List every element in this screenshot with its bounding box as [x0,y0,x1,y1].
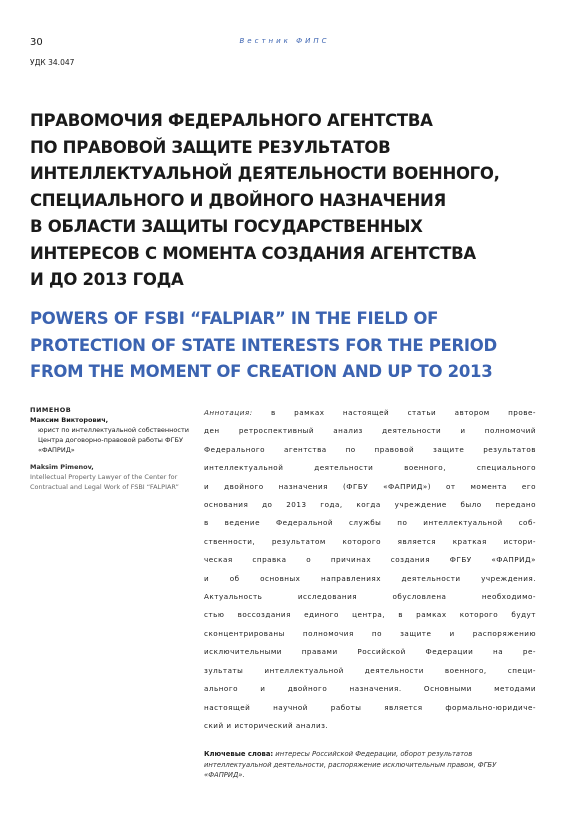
udk-code: УДК 34.047 [30,58,75,67]
keywords-label: Ключевые слова: [204,750,274,758]
title-en-line: PROTECTION OF STATE INTERESTS FOR THE PERIOD [30,335,497,355]
abstract-line: зультаты интеллектуальной деятельности военного, специ- [204,665,536,675]
abstract-line: интеллектуальной деятельности военного, специального [204,463,536,473]
article-title-english [30,306,550,386]
article-title-russian [30,108,550,294]
title-ru-line: ИНТЕРЕСОВ С МОМЕНТА СОЗДАНИЯ АГЕНТСТВА [30,243,476,263]
author-name: Максим Викторович, [30,416,109,424]
abstract-line: Федерального агентства по правовой защите результатов [204,444,536,454]
title-ru-line: СПЕЦИАЛЬНОГО И ДВОЙНОГО НАЗНАЧЕНИЯ [30,190,446,210]
abstract-line: ский и исторический анализ. [204,720,329,730]
author-name-en: Maksim Pimenov, [30,463,94,471]
abstract-line: ческая справка о причинах создания ФГБУ «ФАПРИД» [204,555,536,565]
title-en-line: FROM THE MOMENT OF CREATION AND UP TO 2013 [30,362,493,381]
keywords [204,749,536,781]
title-en-line: POWERS OF FSBI “FALPIAR” IN THE FIELD OF [30,309,439,328]
title-ru-line: ИНТЕЛЛЕКТУАЛЬНОЙ ДЕЯТЕЛЬНОСТИ ВОЕННОГО, [30,164,500,183]
page-number: 30 [30,37,43,48]
title-ru-line: В ОБЛАСТИ ЗАЩИТЫ ГОСУДАРСТВЕННЫХ [30,217,423,236]
title-ru-line: ПО ПРАВОВОЙ ЗАЩИТЕ РЕЗУЛЬТАТОВ [30,137,391,157]
journal-name: Вестник ФИПС [239,37,330,45]
abstract-line: ального и двойного назначения. Основными методами [204,684,536,694]
abstract-line: настоящей научной работы является формально-юридиче- [204,702,536,712]
abstract [204,404,536,735]
abstract-line: Актуальность исследования обусловлена необходимо- [204,592,536,602]
abstract-line: ственности, результатом которого является краткая истори- [204,536,536,546]
abstract-line: и об основных направлениях деятельности учреждения. [204,573,536,583]
abstract-line: ден ретроспективный анализ деятельности и полномочий [204,426,536,436]
author-position-ru: юрист по интеллектуальной собственности Центра договорно-правовой работы ФГБУ «ФАПРИД» [38,426,189,454]
abstract-label: Аннотация: [204,408,253,417]
author-position-en: Intellectual Property Lawyer of the Center for Contractual and Legal Work of FSBI “FALPIAR” [30,473,179,491]
author-surname: ПИМЕНОВ [30,406,72,414]
abstract-line: и двойного назначения (ФГБУ «ФАПРИД») от момента его [204,481,536,491]
abstract-text: в рамках настоящей статьи автором прове- [271,408,536,417]
abstract-line: основания до 2013 года, когда учреждение было передано [204,500,536,510]
keywords-text: интересы Российской Федерации, оборот результатов интеллектуальной деятельности, распоряжение исключительным правом, ФГБУ «ФАПРИД». [204,750,497,779]
abstract-line [204,404,536,422]
title-ru-line: ПРАВОМОЧИЯ ФЕДЕРАЛЬНОГО АГЕНТСТВА [30,111,433,130]
abstract-line: в ведение Федеральной службы по интеллектуальной соб- [204,518,536,528]
title-ru-line: И ДО 2013 ГОДА [30,270,184,289]
author-info [30,405,190,492]
abstract-line: стью воссоздания единого центра, в рамках которого будут [204,610,536,620]
abstract-line: исключительными правами Российской Федерации на ре- [204,647,536,657]
abstract-line: сконцентрированы полномочия по защите и распоряжению [204,628,536,638]
